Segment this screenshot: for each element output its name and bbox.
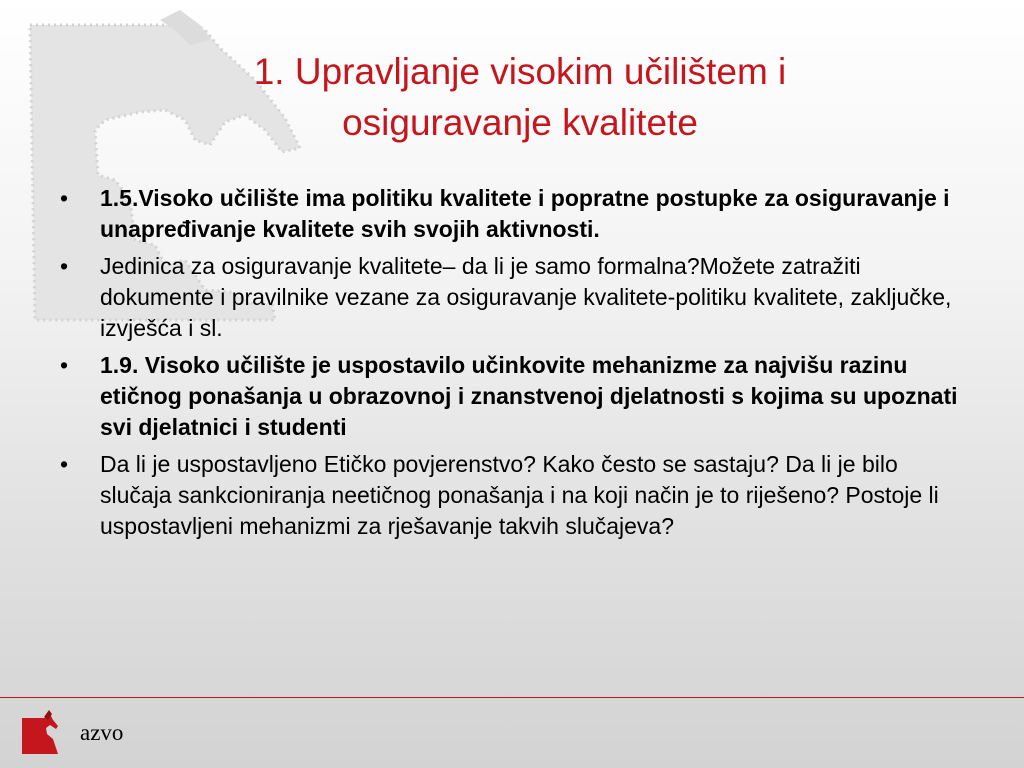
slide-title [150,46,890,148]
bullet-list [56,183,971,548]
bullet-item-2-text: Jedinica za osiguravanje kvalitete– da li je samo formalna?Možete zatražiti dokumente i pravilnike vezane za osiguravanje kvalitete-politiku kvalitete, zaključke, izvješća i sl. [100,253,952,341]
bullet-icon: • [60,352,69,378]
bullet-icon: • [60,253,69,279]
bullet-item-4 [56,449,971,542]
bullet-item-3-text: 1.9. Visoko učilište je uspostavilo učinkovite mehanizme za najvišu razinu etičnog ponašanja u obrazovnoj i znanstvenoj djelatnosti s kojima su upoznati svi djelatnici i studenti [100,352,958,440]
bullet-item-3 [56,350,971,443]
bullet-item-4-text: Da li je uspostavljeno Etičko povjerenstvo? Kako često se sastaju? Da li je bilo slučaja sankcioniranja neetičnog ponašanja i na koji način je to riješeno? Postoje li uspostavljeni mehanizmi za rješavanje takvih slučajeva? [100,451,939,539]
slide-title-line-1: 1. Upravljanje visokim učilištem i [253,51,787,92]
footer-divider [0,697,1024,698]
bullet-item-1 [56,183,971,245]
bullet-item-1-text: 1.5.Visoko učilište ima politiku kvalitete i popratne postupke za osiguravanje i unapređivanje kvalitete svih svojih aktivnosti. [100,185,950,242]
bullet-icon: • [60,185,69,211]
bullet-icon: • [60,451,69,477]
logo-text: azvo [80,720,124,745]
bullet-item-2 [56,251,971,344]
azvo-logo-icon [16,708,64,758]
slide-title-line-2: osiguravanje kvalitete [342,102,698,143]
